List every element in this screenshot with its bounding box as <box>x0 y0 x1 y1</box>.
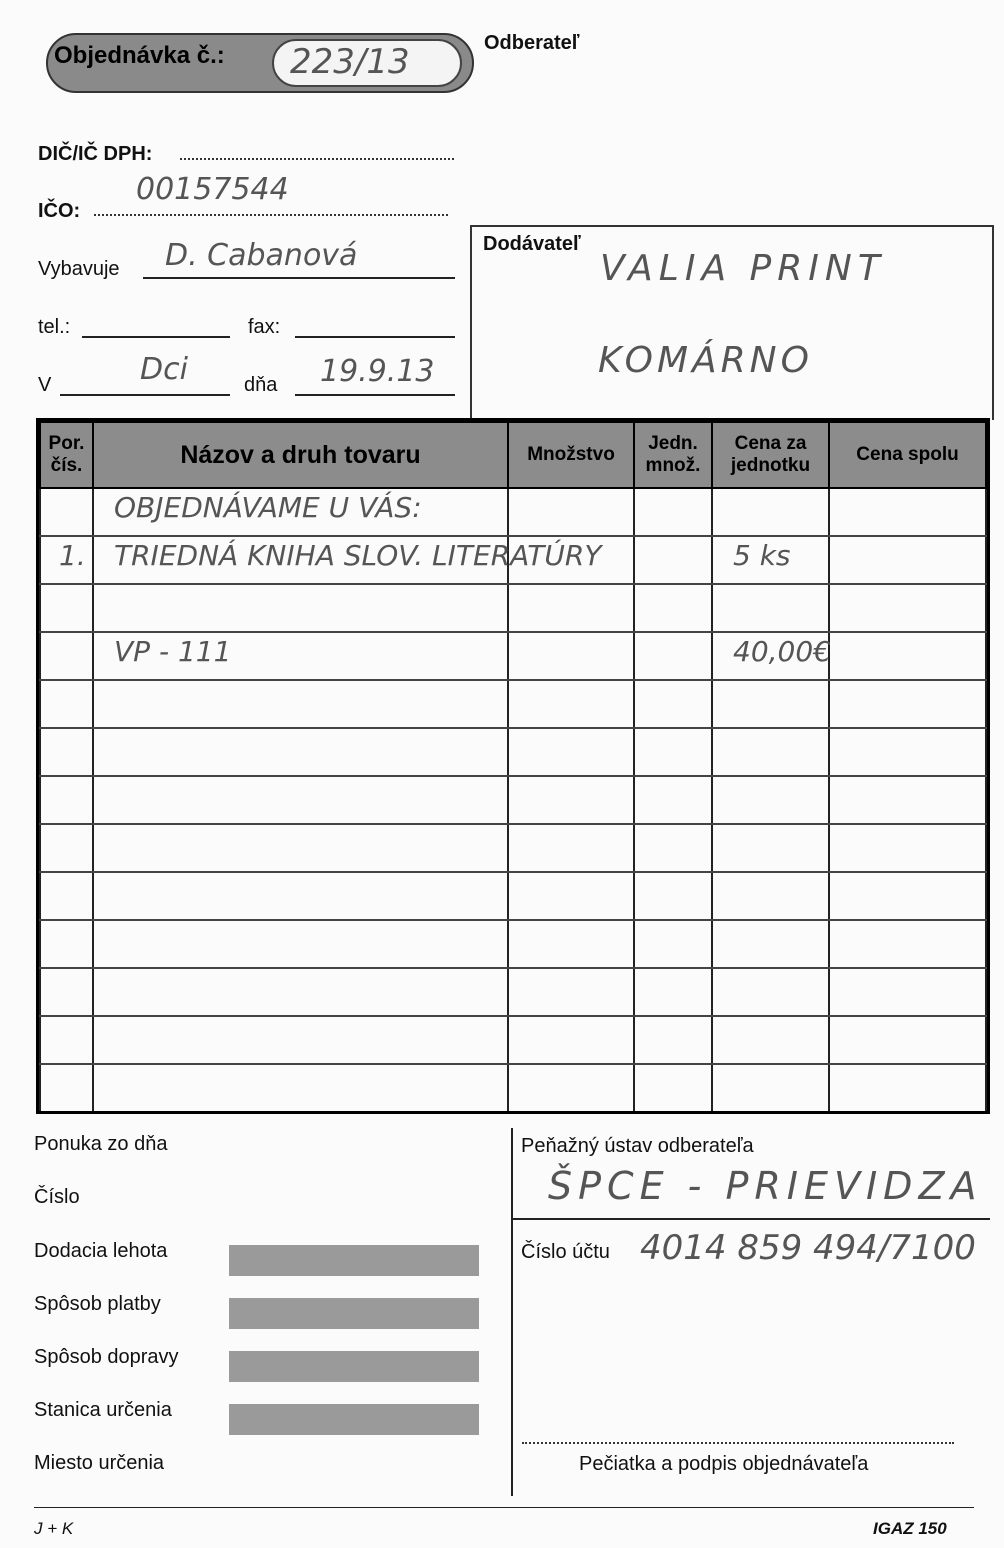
tel-line <box>82 336 230 338</box>
bank-label: Peňažný ústav odberateľa <box>521 1135 754 1157</box>
handled-by-value: D. Cabanová <box>165 238 358 273</box>
table-row <box>40 824 986 872</box>
row-item-name-cell <box>93 1016 508 1064</box>
bank-value: ŠPCE - PRIEVIDZA <box>548 1164 983 1208</box>
row-item-name-cell <box>93 536 602 584</box>
table-row <box>40 776 986 824</box>
row-unit-cell <box>634 824 712 872</box>
table-row <box>40 584 986 632</box>
table-row <box>40 728 986 776</box>
place-label: V <box>38 374 52 396</box>
order-number: 223/13 <box>290 42 410 82</box>
col-header-item-name: Názov a druh tovaru <box>93 422 508 488</box>
row-unit-price-cell <box>712 776 829 824</box>
col-header-number: Por. čís. <box>40 422 93 488</box>
supplier-name: VALIA PRINT <box>600 248 886 289</box>
row-unit-price-cell <box>712 1064 829 1112</box>
table-row <box>40 920 986 968</box>
transport-field <box>229 1351 479 1382</box>
handled-by-label: Vybavuje <box>38 258 120 280</box>
row-total-cell <box>829 632 986 680</box>
row-total-cell <box>829 920 986 968</box>
row-unit-cell <box>634 488 712 536</box>
row-unit-cell <box>634 728 712 776</box>
row-number-cell <box>40 872 93 920</box>
row-unit-cell <box>634 632 712 680</box>
table-row <box>40 680 986 728</box>
table-row <box>40 872 986 920</box>
row-item-name: OBJEDNÁVAME U VÁS: <box>114 491 422 524</box>
row-total-cell <box>829 824 986 872</box>
ico-label: IČO: <box>38 200 81 222</box>
col-header-unit: Jedn. množ. <box>634 422 712 488</box>
row-unit-price-cell <box>712 968 829 1016</box>
left-code: J + K <box>34 1519 74 1538</box>
account-label: Číslo účtu <box>521 1241 610 1263</box>
signature-label: Pečiatka a podpis objednávateľa <box>579 1453 869 1475</box>
payment-field <box>229 1298 479 1329</box>
row-quantity-cell <box>508 632 634 680</box>
delivery-time-label: Dodacia lehota <box>34 1240 168 1262</box>
signature-line <box>522 1442 954 1444</box>
row-total-cell <box>829 536 986 584</box>
row-item-name-cell <box>93 728 508 776</box>
transport-label: Spôsob dopravy <box>34 1346 179 1368</box>
row-number-cell <box>40 488 93 536</box>
destination-station-label: Stanica určenia <box>34 1399 172 1421</box>
col-header-unit-price: Cena za jednotku <box>712 422 829 488</box>
row-unit-cell <box>634 1064 712 1112</box>
row-number-cell <box>40 536 93 584</box>
table-row <box>40 488 986 536</box>
table-row <box>40 1064 986 1112</box>
offer-date-label: Ponuka zo dňa <box>34 1133 168 1155</box>
row-unit-price-cell <box>712 680 829 728</box>
table-row <box>40 1016 986 1064</box>
row-number-cell <box>40 632 93 680</box>
destination-station-field <box>229 1404 479 1435</box>
table-header-row <box>40 422 986 488</box>
ico-value: 00157544 <box>136 172 289 207</box>
form-code: IGAZ 150 <box>873 1519 947 1538</box>
row-number-cell <box>40 728 93 776</box>
tel-label: tel.: <box>38 316 71 338</box>
row-item-name-cell <box>93 824 508 872</box>
row-quantity-cell <box>508 968 634 1016</box>
row-quantity-cell <box>508 824 634 872</box>
row-quantity-cell <box>508 488 634 536</box>
row-total-cell <box>829 584 986 632</box>
row-total-cell <box>829 728 986 776</box>
payment-label: Spôsob platby <box>34 1293 161 1315</box>
row-unit-cell <box>634 536 712 584</box>
row-unit-price-cell <box>712 728 829 776</box>
row-number-cell <box>40 920 93 968</box>
table-row <box>40 968 986 1016</box>
row-number-cell <box>40 968 93 1016</box>
row-unit-price-cell <box>712 872 829 920</box>
row-unit-price-cell <box>712 584 829 632</box>
row-unit-price-cell <box>712 632 829 680</box>
row-item-name: VP - 111 <box>114 635 232 668</box>
row-number: 1. <box>59 539 86 572</box>
row-quantity-cell <box>508 1016 634 1064</box>
date-value: 19.9.13 <box>320 354 435 389</box>
row-number-cell <box>40 1016 93 1064</box>
order-title: Objednávka č.: <box>54 42 225 69</box>
row-number-cell <box>40 1064 93 1112</box>
row-quantity-cell <box>508 1064 634 1112</box>
destination-place-label: Miesto určenia <box>34 1452 165 1474</box>
row-unit-price-cell <box>712 920 829 968</box>
row-item-name: TRIEDNÁ KNIHA SLOV. LITERATÚRY <box>114 539 602 572</box>
table-row <box>40 632 986 680</box>
row-unit-price-cell <box>712 1016 829 1064</box>
row-unit-cell <box>634 776 712 824</box>
row-quantity-cell <box>508 920 634 968</box>
row-number-cell <box>40 584 93 632</box>
col-header-quantity: Množstvo <box>508 422 634 488</box>
row-unit-cell <box>634 920 712 968</box>
row-unit-cell <box>634 872 712 920</box>
date-line <box>295 394 455 396</box>
handled-by-line <box>143 277 455 279</box>
row-item-name-cell <box>93 488 508 536</box>
row-total-cell <box>829 1016 986 1064</box>
row-item-name-cell <box>93 632 508 680</box>
row-number-cell <box>40 776 93 824</box>
row-item-name-cell <box>93 1064 508 1112</box>
row-total-cell <box>829 872 986 920</box>
bank-line <box>513 1218 990 1220</box>
row-unit-price-cell <box>712 536 829 584</box>
row-item-name-cell <box>93 776 508 824</box>
row-total-cell <box>829 680 986 728</box>
row-unit-price: 40,00€ <box>733 635 831 668</box>
row-item-name-cell <box>93 920 508 968</box>
row-item-name-cell <box>93 968 508 1016</box>
row-item-name-cell <box>93 584 508 632</box>
row-unit-cell <box>634 680 712 728</box>
row-quantity-cell <box>508 728 634 776</box>
row-number-cell <box>40 824 93 872</box>
row-number-cell <box>40 680 93 728</box>
row-unit-cell <box>634 1016 712 1064</box>
items-table <box>36 418 990 1114</box>
place-value: Dci <box>140 352 188 387</box>
row-item-name-cell <box>93 872 508 920</box>
row-total-cell <box>829 968 986 1016</box>
row-quantity-cell <box>508 872 634 920</box>
bottom-rule <box>34 1507 974 1508</box>
footer-divider <box>511 1128 513 1496</box>
row-unit-cell <box>634 584 712 632</box>
delivery-time-field <box>229 1245 479 1276</box>
number-label: Číslo <box>34 1186 80 1208</box>
ico-line <box>94 214 448 216</box>
place-line <box>60 394 230 396</box>
row-unit-price-cell <box>712 488 829 536</box>
row-total-cell <box>829 1064 986 1112</box>
account-value: 4014 859 494/7100 <box>640 1228 976 1268</box>
date-label: dňa <box>244 374 278 396</box>
row-unit-price-cell <box>712 824 829 872</box>
table-row <box>40 536 986 584</box>
supplier-label: Dodávateľ <box>483 233 581 255</box>
row-unit-cell <box>634 968 712 1016</box>
dic-label: DIČ/IČ DPH: <box>38 143 153 165</box>
row-total-cell <box>829 776 986 824</box>
fax-label: fax: <box>248 316 281 338</box>
row-unit-price: 5 ks <box>733 539 791 572</box>
row-quantity-cell <box>508 776 634 824</box>
dic-line <box>180 158 454 160</box>
row-total-cell <box>829 488 986 536</box>
row-quantity-cell <box>508 536 634 584</box>
supplier-city: KOMÁRNO <box>598 340 813 381</box>
row-quantity-cell <box>508 680 634 728</box>
row-quantity-cell <box>508 584 634 632</box>
col-header-total: Cena spolu <box>829 422 986 488</box>
customer-label: Odberateľ <box>484 32 580 54</box>
row-item-name-cell <box>93 680 508 728</box>
fax-line <box>295 336 455 338</box>
